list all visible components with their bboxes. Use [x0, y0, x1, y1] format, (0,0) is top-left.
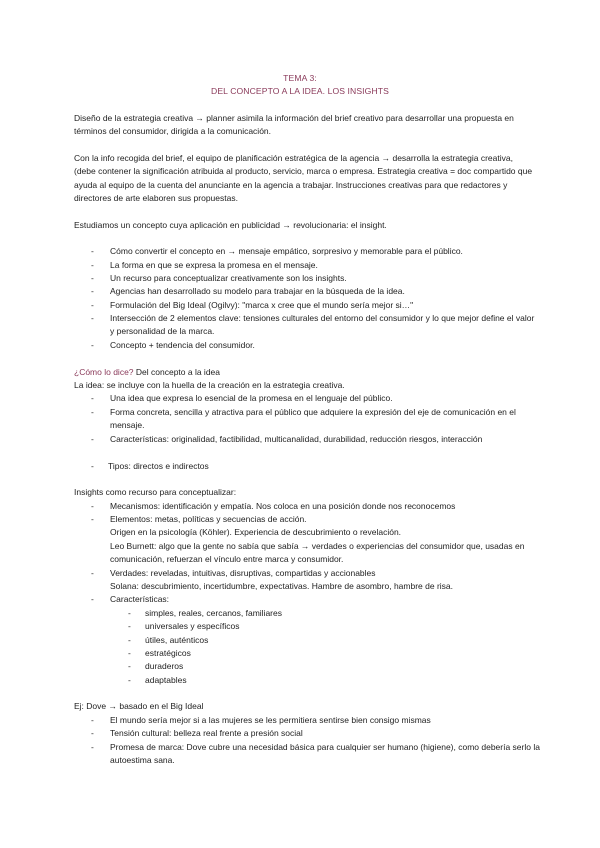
section-heading-idea: [74, 366, 534, 379]
document-title: DEL CONCEPTO A LA IDEA. LOS INSIGHTS: [211, 86, 389, 96]
bullet-dash: -: [91, 340, 94, 350]
sub-list-item: útiles, auténticos: [145, 635, 209, 645]
list-item: La forma en que se expresa la promesa en el mensaje.: [110, 260, 318, 270]
bullet-dash: -: [91, 594, 94, 604]
sub-list-item: adaptables: [145, 675, 187, 685]
bullet-dash: -: [91, 273, 94, 283]
sub-list-item: simples, reales, cercanos, familiares: [145, 608, 282, 618]
list-item-continuation: Origen en la psicología (Köhler). Experiencia de descubrimiento o revelación.: [110, 527, 402, 537]
sub-list-item: universales y específicos: [145, 621, 240, 631]
bullet-dash: -: [91, 728, 94, 738]
idea-definition: La idea: se incluye con la huella de la creación en la estrategia creativa.: [74, 380, 345, 390]
list-item: Tensión cultural: belleza real frente a presión social: [110, 728, 303, 738]
list-item: Concepto + tendencia del consumidor.: [110, 340, 255, 350]
list-item: Agencias han desarrollado su modelo para trabajar en la búsqueda de la idea.: [110, 286, 405, 296]
list-item: Características: originalidad, factibilidad, multicanalidad, durabilidad, reducción riesgos, interacción: [110, 434, 483, 444]
sub-list-item: estratégicos: [145, 648, 191, 658]
list-item: Un recurso para conceptualizar creativamente son los insights.: [110, 273, 347, 283]
list-item: Una idea que expresa lo esencial de la promesa en el lenguaje del público.: [110, 393, 393, 403]
list-item: Cómo convertir el concepto en → mensaje empático, sorpresivo y memorable para el público.: [110, 246, 463, 256]
list-item: Leo Burnett: algo que la gente no sabía que sabía → verdades o experiencias del consumidor que, usadas en comunicación, refuerzan el vínculo entre marca y consumidor.: [110, 541, 525, 565]
sub-bullet-dash: -: [128, 621, 131, 631]
sub-bullet-dash: -: [128, 608, 131, 618]
insight-paragraph: Estudiamos un concepto cuya aplicación en publicidad → revolucionaria: el insight.: [74, 220, 387, 230]
list-item: Características:: [110, 594, 170, 604]
bullet-dash: -: [91, 300, 94, 310]
bullet-dash: -: [91, 313, 94, 323]
sub-bullet-dash: -: [128, 675, 131, 685]
bullet-dash: -: [91, 461, 94, 471]
topic-number: TEMA 3:: [283, 73, 317, 83]
brief-paragraph: Con la info recogida del brief, el equipo de planificación estratégica de la agencia → desarrolla la estrategia creativa, (debe contener la significación atribuida al producto, servicio, marca o empresa. Estrategia creativa = doc compartido que ayuda al equipo de la cuenta del anunciante en la agencia a trabajar. Instrucciones creativas para que redactores y directores de arte elaboren sus propuestas.: [74, 153, 533, 204]
bullet-dash: -: [91, 407, 94, 417]
list-item: Formulación del Big Ideal (Ogilvy): "marca x cree que el mundo sería mejor si…": [110, 300, 414, 310]
list-item: Promesa de marca: Dove cubre una necesidad básica para cualquier ser humano (higiene), como debería serlo la autoestima sana.: [110, 742, 540, 766]
list-item-continuation: Solana: descubrimiento, incertidumbre, expectativas. Hambre de asombro, hambre de risa.: [110, 581, 454, 591]
section-heading-rest: Del concepto a la idea: [133, 367, 221, 377]
bullet-dash: -: [91, 742, 94, 752]
question-highlight: ¿Cómo lo dice?: [74, 367, 134, 377]
bullet-dash: -: [91, 715, 94, 725]
bullet-dash: -: [91, 393, 94, 403]
list-item: Intersección de 2 elementos clave: tensiones culturales del entorno del consumidor y lo que mejor define el valor y personalidad de la marca.: [110, 313, 535, 337]
bullet-dash: -: [91, 246, 94, 256]
sub-bullet-dash: -: [128, 648, 131, 658]
list-item: Elementos: metas, políticas y secuencias de acción.: [110, 514, 307, 524]
sub-bullet-dash: -: [128, 635, 131, 645]
bullet-dash: -: [91, 434, 94, 444]
list-item: Forma concreta, sencilla y atractiva para el público que adquiere la expresión del eje de comunicación en el mensaje.: [110, 407, 516, 431]
insights-heading: Insights como recurso para conceptualizar:: [74, 487, 237, 497]
bullet-dash: -: [91, 514, 94, 524]
sub-bullet-dash: -: [128, 661, 131, 671]
list-item: El mundo sería mejor si a las mujeres se les permitiera sentirse bien consigo mismas: [110, 715, 431, 725]
intro-paragraph: Diseño de la estrategia creativa → planner asimila la información del brief creativo para desarrollar una propuesta en términos del consumidor, dirigida a la comunicación.: [74, 113, 514, 137]
dove-example-heading: Ej: Dove → basado en el Big Ideal: [74, 701, 204, 711]
list-item: Mecanismos: identificación y empatía. Nos coloca en una posición donde nos reconocemos: [110, 501, 456, 511]
sub-list-item: duraderos: [145, 661, 184, 671]
bullet-dash: -: [91, 568, 94, 578]
list-item: Tipos: directos e indirectos: [108, 461, 209, 471]
bullet-dash: -: [91, 286, 94, 296]
bullet-dash: -: [91, 501, 94, 511]
list-item: Verdades: reveladas, intuitivas, disruptivas, compartidas y accionables: [110, 568, 376, 578]
bullet-dash: -: [91, 260, 94, 270]
